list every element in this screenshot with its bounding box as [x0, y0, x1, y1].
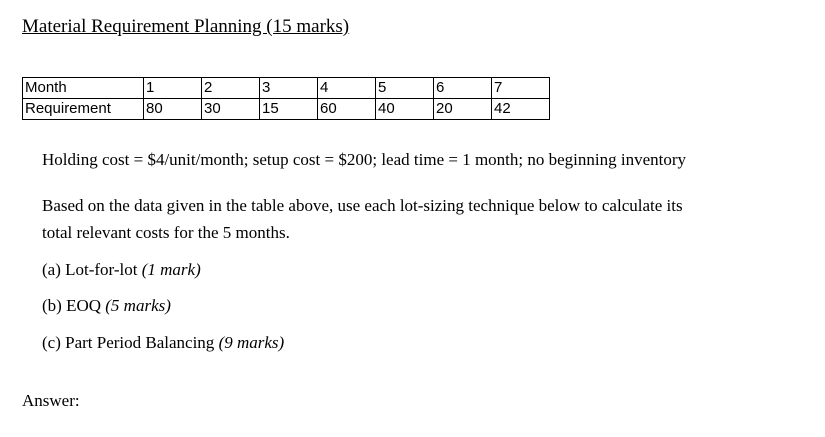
part-a-text: (a) Lot-for-lot — [42, 260, 142, 279]
part-a — [42, 256, 201, 283]
table-cell: 42 — [492, 99, 550, 120]
part-b-text: (b) EOQ — [42, 296, 106, 315]
part-c-marks: (9 marks) — [218, 333, 285, 352]
table-cell: 60 — [318, 99, 376, 120]
part-c-text: (c) Part Period Balancing — [42, 333, 219, 352]
table-cell: 5 — [376, 78, 434, 99]
table-cell: 1 — [144, 78, 202, 99]
instruction-line-1: Based on the data given in the table above, use each lot-sizing technique below to calculate its — [42, 196, 683, 215]
table-cell: 6 — [434, 78, 492, 99]
part-c — [42, 329, 284, 356]
table-cell: 3 — [260, 78, 318, 99]
table-cell: 15 — [260, 99, 318, 120]
table-cell: 40 — [376, 99, 434, 120]
row-label-requirement: Requirement — [23, 99, 144, 120]
table-cell: 80 — [144, 99, 202, 120]
part-b-marks: (5 marks) — [105, 296, 171, 315]
instruction-line-2: total relevant costs for the 5 months. — [42, 223, 290, 242]
part-a-marks: (1 mark) — [141, 260, 201, 279]
cost-parameters-text: Holding cost = $4/unit/month; setup cost = $200; lead time = 1 month; no beginning inventory — [42, 150, 687, 169]
requirements-table — [22, 77, 550, 120]
table-cell: 7 — [492, 78, 550, 99]
table-row-requirement — [23, 99, 550, 120]
answer-label: Answer: — [22, 391, 80, 410]
row-label-month: Month — [23, 78, 144, 99]
table-cell: 30 — [202, 99, 260, 120]
instruction-text — [42, 192, 683, 246]
table-cell: 4 — [318, 78, 376, 99]
table-cell: 20 — [434, 99, 492, 120]
table-row-month — [23, 78, 550, 99]
part-b — [42, 292, 171, 319]
table-cell: 2 — [202, 78, 260, 99]
question-title: Material Requirement Planning (15 marks) — [22, 16, 350, 37]
